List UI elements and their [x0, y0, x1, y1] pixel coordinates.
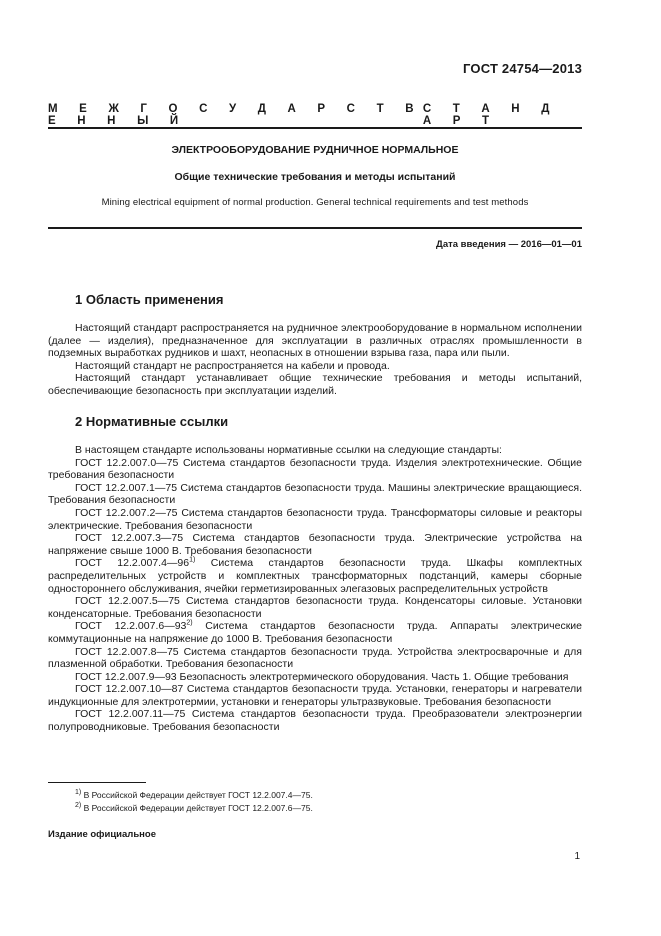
reference-item: ГОСТ 12.2.007.8—75 Система стандартов безопасности труда. Устройства электросварочные и для плазменной обработки. Требования безопасности	[48, 645, 582, 671]
official-edition-label: Издание официальное	[48, 829, 156, 840]
reference-item: ГОСТ 12.2.007.1—75 Система стандартов безопасности труда. Машины электрические вращающиеся. Требования безопасности	[48, 481, 582, 507]
standard-title: ЭЛЕКТРООБОРУДОВАНИЕ РУДНИЧНОЕ НОРМАЛЬНОЕ	[171, 144, 459, 156]
paragraph: Настоящий стандарт не распространяется на кабели и провода.	[75, 359, 390, 372]
reference-item: ГОСТ 12.2.007.11—75 Система стандартов безопасности труда. Преобразователи электроэнергии полупроводниковые. Требования безопасности	[48, 708, 582, 734]
footnote-text: В Российской Федерации действует ГОСТ 12.2.007.6—75.	[81, 803, 313, 813]
top-rule	[48, 127, 582, 129]
section-1-body	[48, 322, 582, 398]
footnote-1	[75, 789, 313, 802]
introduction-date: Дата введения — 2016—01—01	[436, 239, 582, 250]
interstate-word: М Е Ж Г О С У Д А Р С Т В Е Н Н Ы Й	[48, 103, 423, 127]
footnote-separator	[48, 782, 146, 783]
interstate-standard-banner	[48, 103, 582, 127]
standard-word: С Т А Н Д А Р Т	[422, 103, 559, 127]
page-number: 1	[574, 851, 580, 862]
footnote-2	[75, 802, 313, 815]
section-2-heading: 2 Нормативные ссылки	[75, 414, 229, 429]
footnote-mark: 2)	[186, 619, 193, 627]
footnote-mark: 1)	[75, 789, 82, 797]
footnotes	[75, 789, 313, 815]
footnote-mark: 2)	[75, 802, 82, 810]
reference-item: ГОСТ 12.2.007.9—93 Безопасность электротермического оборудования. Часть 1. Общие требования	[75, 670, 569, 683]
reference-item: ГОСТ 12.2.007.2—75 Система стандартов безопасности труда. Трансформаторы силовые и реакторы электрические. Требования безопасности	[48, 506, 582, 532]
reference-text: Система стандартов безопасности труда. Шкафы комплектных распределительных устройств и комплектных трансформаторных подстанций, камеры сборные одностороннего обслуживания, ячейки герметизированных элегазовых распределительных устройств	[48, 557, 582, 595]
section-2-body	[48, 444, 582, 734]
paragraph: Настоящий стандарт распространяется на рудничное электрооборудование в нормальном исполнении (далее — изделия), предназначенное для эксплуатации в различных отраслях промышленности в подземных выработках рудников и шахт, неопасных в отношении взрыва газа, пара или пыли.	[48, 322, 582, 360]
section-1-heading: 1 Область применения	[75, 292, 224, 307]
document-code: ГОСТ 24754—2013	[463, 61, 582, 76]
reference-code: ГОСТ 12.2.007.6—93	[75, 620, 187, 633]
reference-text: Система стандартов безопасности труда. Аппараты электрические коммутационные на напряжение до 1000 В. Требования безопасности	[48, 620, 583, 645]
paragraph: Настоящий стандарт устанавливает общие технические требования и методы испытаний, обеспечивающие безопасность при эксплуатации изделий.	[48, 372, 582, 397]
reference-code: ГОСТ 12.2.007.4—96	[75, 557, 190, 570]
standard-subtitle: Общие технические требования и методы испытаний	[174, 171, 456, 183]
title-rule	[48, 227, 582, 229]
reference-item: ГОСТ 12.2.007.5—75 Система стандартов безопасности труда. Конденсаторы силовые. Установки конденсаторные. Требования безопасности	[48, 595, 582, 620]
reference-item: ГОСТ 12.2.007.10—87 Система стандартов безопасности труда. Установки, генераторы и нагреватели индукционные для электротермии, установки и генераторы ультразвуковые. Требования безопасности	[48, 683, 582, 708]
reference-item	[48, 557, 582, 595]
reference-item	[48, 620, 582, 645]
english-title: Mining electrical equipment of normal production. General technical requirements and test methods	[101, 197, 529, 208]
footnote-text: В Российской Федерации действует ГОСТ 12.2.007.4—75.	[81, 790, 313, 800]
reference-item: ГОСТ 12.2.007.3—75 Система стандартов безопасности труда. Электрические устройства на напряжение свыше 1000 В. Требования безопасности	[48, 532, 582, 557]
footnote-mark: 1)	[189, 556, 196, 564]
paragraph: В настоящем стандарте использованы нормативные ссылки на следующие стандарты:	[75, 444, 502, 456]
reference-item: ГОСТ 12.2.007.0—75 Система стандартов безопасности труда. Изделия электротехнические. Общие требования безопасности	[48, 456, 582, 482]
